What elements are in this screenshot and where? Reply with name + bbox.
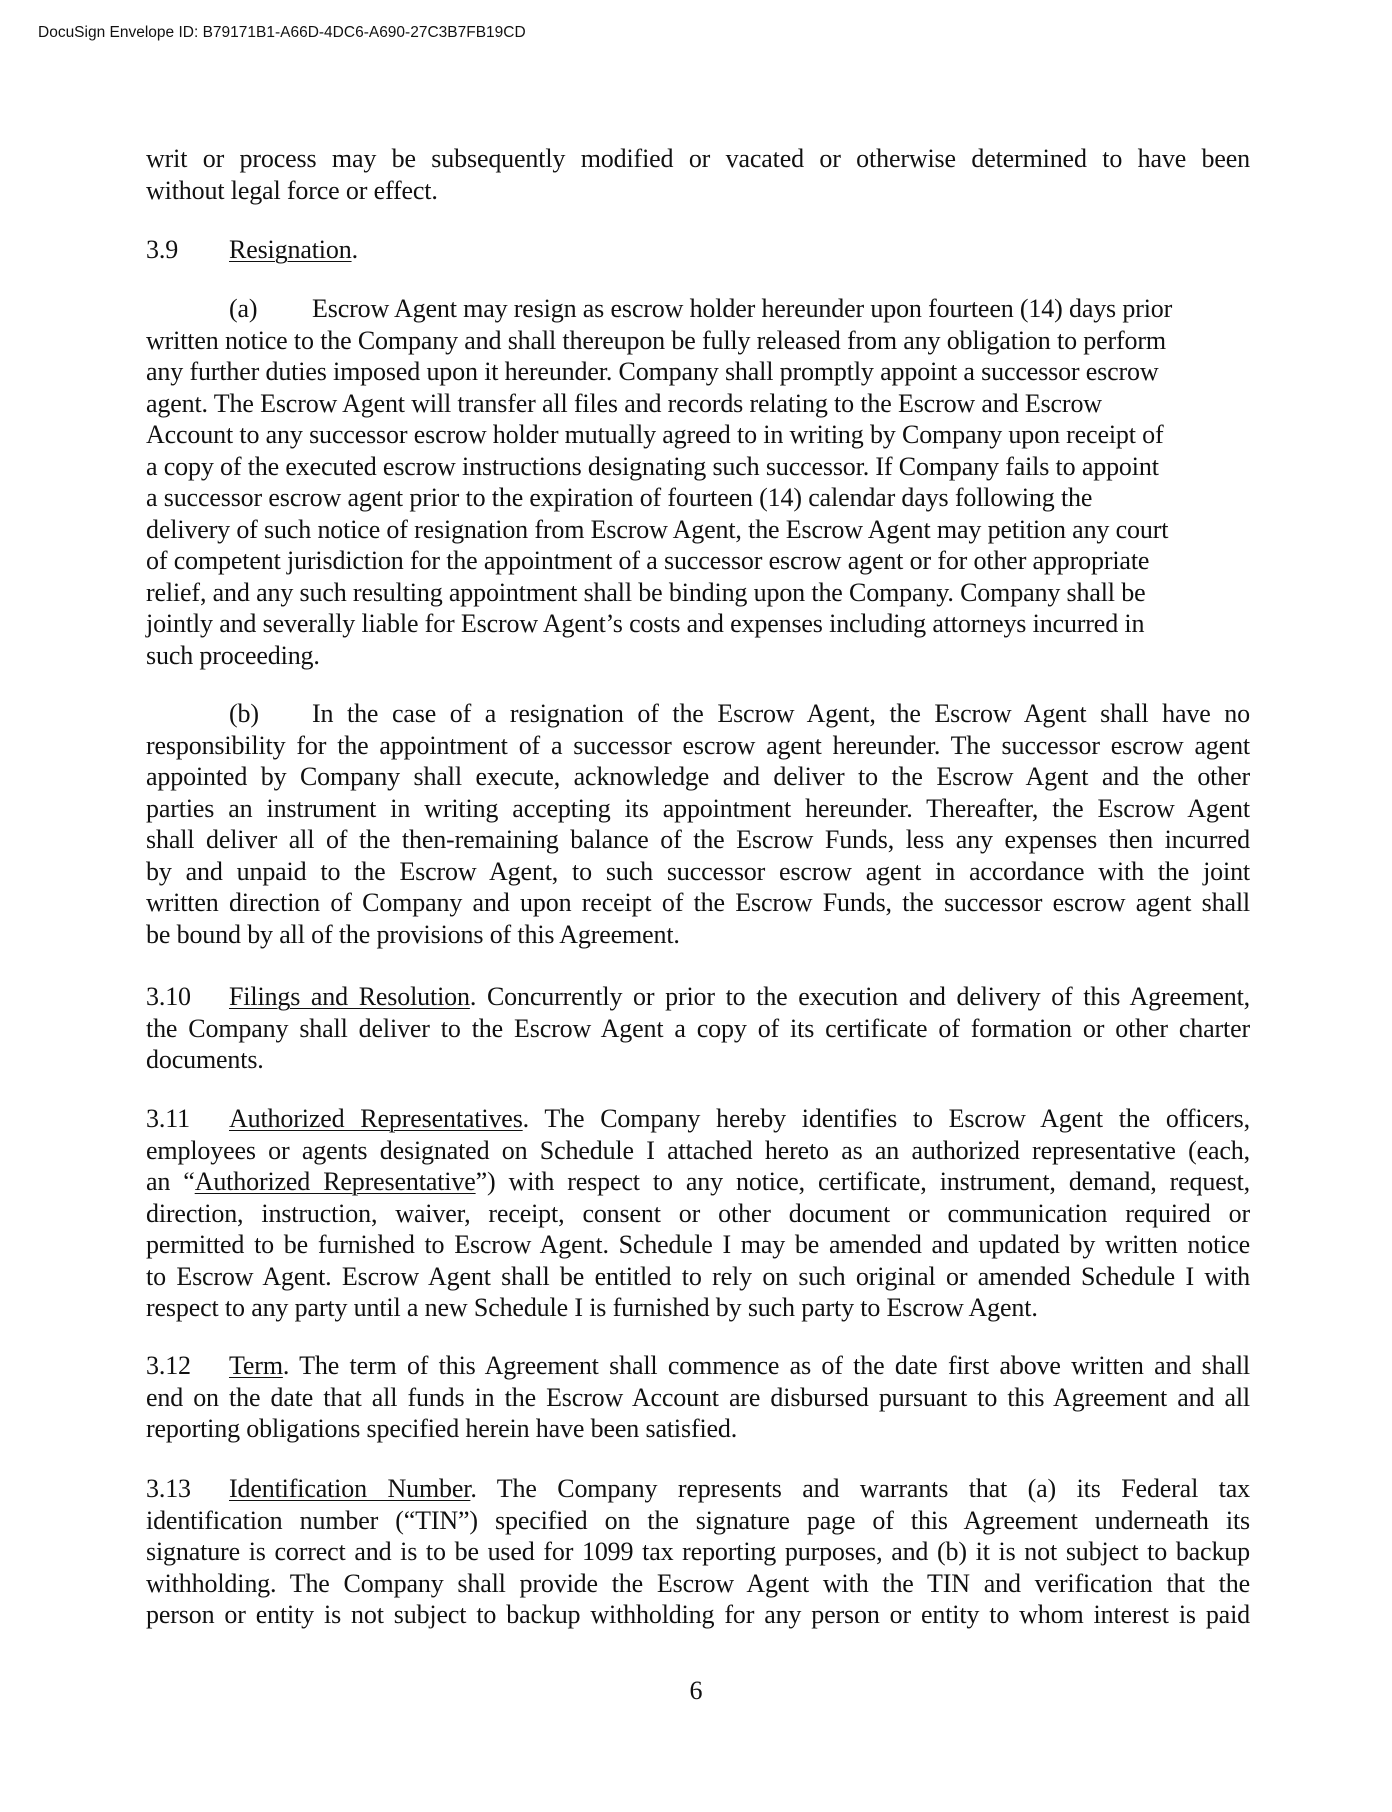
underlined-term: Authorized Representatives [229,1104,523,1133]
text-line [146,1013,1250,1045]
underlined-term: Filings and Resolution [229,982,470,1011]
text-run: . The Company hereby identifies to Escrow Agent the officers, [522,1104,1250,1133]
text-line [146,730,1250,762]
text-line [146,1536,1250,1568]
text-run: withholding. The Company shall provide the Escrow Agent with the TIN and verification that the [146,1568,1250,1598]
section-number: (a) [229,294,258,323]
text-run: respect to any party until a new Schedule I is furnished by such party to Escrow Agent. [146,1293,1038,1322]
text-line [146,1166,1250,1198]
section-3-10 [146,981,1250,1076]
underlined-term: Identification Number [229,1474,471,1503]
section-number: (b) [229,699,259,728]
text-line [146,887,1250,919]
text-line [146,482,1250,514]
text-run: of competent jurisdiction for the appointment of a successor escrow agent or for other appropriate [146,546,1150,575]
text-run: any further duties imposed upon it hereunder. Company shall promptly appoint a successor escrow [146,357,1159,386]
text-run: permitted to be furnished to Escrow Agent. Schedule I may be amended and updated by written notice [146,1230,1250,1259]
text-line [146,856,1250,888]
text-line [146,1103,1250,1135]
text-line [146,1044,1250,1076]
text-run: direction, instruction, waiver, receipt, consent or other document or communication required or [146,1198,1250,1228]
text-run: person or entity is not subject to backup withholding for any person or entity to whom interest is paid [146,1600,1250,1629]
section-number: 3.10 [146,982,191,1011]
text-run: agent. The Escrow Agent will transfer all files and records relating to the Escrow and Escrow [146,388,1102,418]
text-line [146,1229,1250,1261]
text-line [146,325,1250,357]
text-run: the Company shall deliver to the Escrow Agent a copy of its certificate of formation or other charter [146,1013,1250,1043]
text-line [146,1350,1250,1382]
section-number: 3.13 [146,1474,191,1503]
text-run: relief, and any such resulting appointment shall be binding upon the Company. Company shall be [146,577,1146,607]
text-line [146,793,1250,825]
text-run: delivery of such notice of resignation from Escrow Agent, the Escrow Agent may petition any court [146,514,1169,544]
text-run: Escrow Agent may resign as escrow holder hereunder upon fourteen (14) days prior [312,294,1173,323]
text-line [146,577,1250,609]
text-line [146,1198,1250,1230]
text-run: Account to any successor escrow holder mutually agreed to in writing by Company upon receipt of [146,420,1164,449]
docusign-envelope-id: DocuSign Envelope ID: B79171B1-A66D-4DC6-A690-27C3B7FB19CD [38,24,526,41]
text-line [146,1135,1250,1167]
section-3-12 [146,1350,1250,1445]
text-run: employees or agents designated on Schedule I attached hereto as an authorized representative (each, [146,1135,1250,1165]
text-run: documents. [146,1045,264,1074]
text-line [146,356,1250,388]
section-3-9-a [146,293,1250,671]
section-3-9-heading [146,234,1250,266]
text-run: to Escrow Agent. Escrow Agent shall be entitled to rely on such original or amended Schedule I with [146,1261,1250,1291]
text-line [146,1599,1250,1631]
text-run: without legal force or effect. [146,175,438,205]
text-run: be bound by all of the provisions of this Agreement. [146,919,680,949]
text-run: ”) with respect to any notice, certificate, instrument, demand, request, [475,1167,1251,1196]
text-run: written direction of Company and upon receipt of the Escrow Funds, the successor escrow agent shall [146,888,1250,917]
text-line [146,293,1250,325]
text-line [146,545,1250,577]
text-run: signature is correct and is to be used for 1099 tax reporting purposes, and (b) it is not subject to backup [146,1537,1250,1566]
text-run: a successor escrow agent prior to the expiration of fourteen (14) calendar days following the [146,483,1093,512]
text-line [146,234,1250,266]
section-3-11 [146,1103,1250,1324]
section-number: 3.9 [146,235,179,264]
text-line [146,451,1250,483]
text-line [146,761,1250,793]
text-run: end on the date that all funds in the Escrow Account are disbursed pursuant to this Agreement and all [146,1382,1250,1412]
text-run: identification number (“TIN”) specified on the signature page of this Agreement underneath its [146,1505,1250,1535]
text-line [146,1568,1250,1600]
underlined-term: Resignation [229,235,352,264]
text-run: writ or process may be subsequently modified or vacated or otherwise determined to have been [146,144,1250,173]
text-run: written notice to the Company and shall thereupon be fully released from any obligation to perform [146,325,1166,355]
text-run: . Concurrently or prior to the execution and delivery of this Agreement, [469,982,1250,1011]
text-line [146,608,1250,640]
section-number: 3.12 [146,1351,191,1380]
text-run: . [351,235,358,264]
text-run: responsibility for the appointment of a successor escrow agent hereunder. The successor escrow agent [146,730,1250,760]
text-line [146,1505,1250,1537]
underlined-term: Authorized Representative [194,1167,476,1196]
text-run: jointly and severally liable for Escrow Agent’s costs and expenses including attorneys incurred in [146,609,1145,638]
text-line [146,640,1250,672]
text-line [146,1413,1250,1445]
paragraph-continuation [146,143,1250,206]
text-line [146,919,1250,951]
text-run: . The term of this Agreement shall commence as of the date first above written and shall [282,1351,1250,1380]
text-line [146,1382,1250,1414]
section-3-13 [146,1473,1250,1631]
text-run: parties an instrument in writing accepting its appointment hereunder. Thereafter, the Escrow Agent [146,793,1250,823]
text-line [146,419,1250,451]
text-line [146,143,1250,175]
text-run: appointed by Company shall execute, acknowledge and deliver to the Escrow Agent and the other [146,762,1250,791]
text-line [146,514,1250,546]
text-line [146,388,1250,420]
text-run: . The Company represents and warrants that (a) its Federal tax [470,1474,1250,1503]
text-line [146,175,1250,207]
text-run: such proceeding. [146,640,320,670]
section-3-9-b [146,698,1250,950]
text-run: shall deliver all of the then-remaining balance of the Escrow Funds, less any expenses then incurred [146,825,1250,854]
text-line [146,824,1250,856]
text-line [146,1261,1250,1293]
text-line [146,1473,1250,1505]
text-run: In the case of a resignation of the Escrow Agent, the Escrow Agent shall have no [312,699,1250,728]
text-run: by and unpaid to the Escrow Agent, to such successor escrow agent in accordance with the joint [146,856,1250,886]
section-number: 3.11 [146,1104,190,1133]
text-line [146,698,1250,730]
page-number: 6 [689,1676,703,1705]
text-run: a copy of the executed escrow instructions designating such successor. If Company fails to appoint [146,451,1159,481]
underlined-term: Term [229,1351,283,1380]
text-run: an “ [146,1167,195,1196]
text-run: reporting obligations specified herein have been satisfied. [146,1414,738,1443]
text-line [146,981,1250,1013]
text-line [146,1292,1250,1324]
